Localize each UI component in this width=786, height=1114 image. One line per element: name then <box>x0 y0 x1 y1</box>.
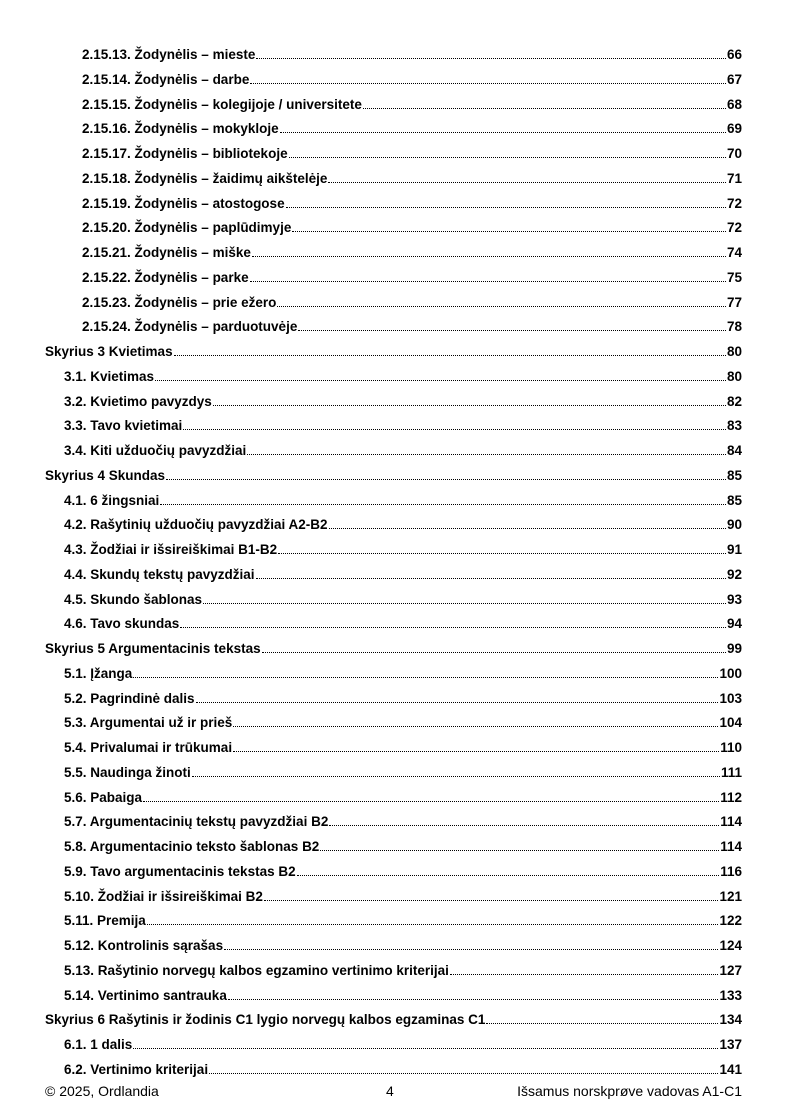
toc-entry[interactable] <box>64 790 742 806</box>
toc-entry-page: 110 <box>720 740 742 755</box>
toc-entry[interactable] <box>82 146 742 162</box>
toc-entry-page: 69 <box>726 121 742 137</box>
toc-entry-page: 82 <box>726 393 742 409</box>
toc-dot-leader <box>277 306 726 307</box>
toc-entry[interactable] <box>64 592 742 608</box>
toc-entry-page: 103 <box>719 690 742 706</box>
toc-dot-leader <box>183 429 726 430</box>
toc-entry-label: Skyrius 4 Skundas <box>45 467 166 483</box>
toc-entry-page: 92 <box>726 566 742 582</box>
toc-entry[interactable] <box>82 196 742 212</box>
toc-entry-label: 5.1. Įžanga <box>64 665 133 681</box>
toc-entry-page: 114 <box>720 814 742 830</box>
toc-entry-label: 3.3. Tavo kvietimai <box>64 418 183 434</box>
toc-entry-page: 71 <box>726 170 742 186</box>
toc-entry[interactable] <box>82 220 742 236</box>
toc-entry-page: 84 <box>726 443 742 458</box>
toc-entry[interactable] <box>64 839 742 855</box>
footer-book-title: Išsamus norskprøve vadovas A1-C1 <box>517 1083 742 1099</box>
toc-entry[interactable] <box>64 418 742 434</box>
toc-dot-leader <box>264 900 719 901</box>
toc-entry-label: 6.2. Vertinimo kriterijai <box>64 1061 209 1077</box>
toc-entry-label: 2.15.17. Žodynėlis – bibliotekoje <box>82 146 288 161</box>
toc-dot-leader <box>363 108 726 109</box>
toc-entry-page: 112 <box>720 789 742 805</box>
toc-dot-leader <box>450 974 719 975</box>
toc-dot-leader <box>256 58 726 59</box>
toc-entry[interactable] <box>64 443 742 459</box>
toc-dot-leader <box>250 83 726 84</box>
toc-entry[interactable] <box>82 47 742 63</box>
toc-entry-page: 91 <box>726 542 742 557</box>
toc-dot-leader <box>203 603 726 604</box>
toc-entry-label: 4.6. Tavo skundas <box>64 616 180 632</box>
toc-entry[interactable] <box>64 814 742 830</box>
toc-dot-leader <box>298 330 726 331</box>
toc-entry[interactable] <box>82 121 742 137</box>
toc-dot-leader <box>174 355 726 356</box>
toc-entry[interactable] <box>64 691 742 707</box>
toc-entry[interactable] <box>64 493 742 509</box>
toc-entry-label: 5.3. Argumentai už ir prieš <box>64 715 233 731</box>
toc-entry-label: 4.1. 6 žingsniai <box>64 492 160 508</box>
toc-entry-label: 3.4. Kiti užduočių pavyzdžiai <box>64 443 247 458</box>
toc-entry-label: 5.14. Vertinimo santrauka <box>64 987 227 1003</box>
toc-entry-page: 80 <box>726 344 742 359</box>
toc-entry-page: 66 <box>726 47 742 62</box>
toc-entry-label: 5.2. Pagrindinė dalis <box>64 690 195 706</box>
toc-entry[interactable] <box>64 567 742 583</box>
toc-dot-leader <box>213 405 726 406</box>
toc-entry-page: 83 <box>726 418 742 434</box>
toc-entry-page: 70 <box>726 146 742 161</box>
toc-entry-page: 93 <box>726 591 742 607</box>
toc-entry[interactable] <box>64 913 742 929</box>
toc-dot-leader <box>278 553 726 554</box>
toc-dot-leader <box>256 578 726 579</box>
toc-entry[interactable] <box>45 1012 742 1028</box>
toc-entry-page: 80 <box>726 368 742 384</box>
toc-entry-label: 2.15.16. Žodynėlis – mokykloje <box>82 121 279 137</box>
toc-entry-label: 2.15.14. Žodynėlis – darbe <box>82 71 250 87</box>
toc-entry-page: 77 <box>726 294 742 310</box>
toc-entry-label: 5.7. Argumentacinių tekstų pavyzdžiai B2 <box>64 814 329 830</box>
toc-dot-leader <box>280 132 726 133</box>
toc-entry-page: 72 <box>726 195 742 211</box>
toc-entry-label: 4.3. Žodžiai ir išsireiškimai B1-B2 <box>64 542 278 557</box>
toc-entry[interactable] <box>82 245 742 261</box>
toc-entry[interactable] <box>64 889 742 905</box>
toc-dot-leader <box>297 875 720 876</box>
toc-entry-page: 133 <box>719 987 742 1003</box>
toc-entry-label: Skyrius 6 Rašytinis ir žodinis C1 lygio norvegų kalbos egzaminas C1 <box>45 1012 486 1028</box>
toc-entry-label: 3.1. Kvietimas <box>64 368 155 384</box>
toc-entry[interactable] <box>82 97 742 113</box>
footer-page-number: 4 <box>386 1083 394 1099</box>
toc-entry-page: 137 <box>719 1037 742 1052</box>
toc-entry-page: 114 <box>720 839 742 854</box>
toc-entry-label: 2.15.20. Žodynėlis – paplūdimyje <box>82 220 292 236</box>
toc-entry-page: 124 <box>719 938 742 953</box>
toc-dot-leader <box>320 850 719 851</box>
toc-entry-page: 94 <box>726 616 742 632</box>
toc-entry[interactable] <box>45 641 742 657</box>
footer-copyright: © 2025, Ordlandia <box>45 1083 159 1099</box>
toc-entry[interactable] <box>64 740 742 756</box>
toc-dot-leader <box>224 949 718 950</box>
toc-entry-page: 72 <box>726 220 742 236</box>
toc-entry-label: 4.4. Skundų tekstų pavyzdžiai <box>64 566 255 582</box>
toc-entry[interactable] <box>64 542 742 558</box>
toc-entry[interactable] <box>64 938 742 954</box>
toc-entry-page: 104 <box>719 715 742 731</box>
toc-entry[interactable] <box>64 616 742 632</box>
toc-entry-page: 90 <box>726 517 742 533</box>
toc-entry-page: 111 <box>720 764 742 780</box>
toc-entry-page: 100 <box>719 665 742 681</box>
toc-entry[interactable] <box>45 344 742 360</box>
toc-entry-label: Skyrius 3 Kvietimas <box>45 344 173 359</box>
toc-entry-page: 127 <box>719 962 742 978</box>
toc-entry[interactable] <box>64 517 742 533</box>
toc-entry[interactable] <box>64 864 742 880</box>
toc-entry-label: 2.15.13. Žodynėlis – mieste <box>82 47 256 62</box>
toc-dot-leader <box>228 999 719 1000</box>
toc-entry[interactable] <box>82 72 742 88</box>
toc-entry-label: 5.8. Argumentacinio teksto šablonas B2 <box>64 839 320 854</box>
toc-entry-label: 2.15.15. Žodynėlis – kolegijoje / universitete <box>82 96 362 112</box>
toc-entry-label: 5.11. Premija <box>64 913 146 929</box>
toc-entry-label: 2.15.22. Žodynėlis – parke <box>82 269 249 285</box>
toc-entry[interactable] <box>82 295 742 311</box>
toc-dot-leader <box>196 702 719 703</box>
toc-entry[interactable] <box>64 715 742 731</box>
toc-dot-leader <box>155 380 726 381</box>
toc-dot-leader <box>292 231 726 232</box>
toc-dot-leader <box>180 627 726 628</box>
toc-entry-label: Skyrius 5 Argumentacinis tekstas <box>45 641 261 656</box>
toc-entry[interactable] <box>64 666 742 682</box>
toc-entry-label: 5.13. Rašytinio norvegų kalbos egzamino vertinimo kriterijai <box>64 962 449 978</box>
toc-entry-label: 2.15.23. Žodynėlis – prie ežero <box>82 294 277 310</box>
toc-entry[interactable] <box>45 468 742 484</box>
toc-entry[interactable] <box>64 1037 742 1053</box>
toc-entry-label: 2.15.21. Žodynėlis – miške <box>82 245 251 260</box>
toc-entry[interactable] <box>82 319 742 335</box>
toc-dot-leader <box>328 182 726 183</box>
toc-entry-page: 68 <box>726 96 742 112</box>
toc-entry-label: 4.5. Skundo šablonas <box>64 591 203 607</box>
toc-dot-leader <box>192 776 720 777</box>
toc-dot-leader <box>329 528 726 529</box>
toc-dot-leader <box>133 1048 718 1049</box>
toc-entry[interactable] <box>82 270 742 286</box>
toc-dot-leader <box>233 751 719 752</box>
toc-entry-label: 6.1. 1 dalis <box>64 1037 133 1052</box>
toc-dot-leader <box>247 454 726 455</box>
toc-entry-page: 75 <box>726 269 742 285</box>
toc-dot-leader <box>286 207 726 208</box>
toc-dot-leader <box>133 677 718 678</box>
toc-entry-page: 78 <box>726 319 742 335</box>
toc-dot-leader <box>233 726 718 727</box>
toc-entry[interactable] <box>64 1062 742 1078</box>
toc-entry-label: 3.2. Kvietimo pavyzdys <box>64 393 212 409</box>
toc-entry-page: 85 <box>726 492 742 508</box>
toc-entry[interactable] <box>64 765 742 781</box>
toc-dot-leader <box>143 801 719 802</box>
toc-entry-page: 85 <box>726 467 742 483</box>
toc-dot-leader <box>147 924 719 925</box>
toc-dot-leader <box>252 256 726 257</box>
toc-entry[interactable] <box>64 369 742 385</box>
toc-entry-page: 74 <box>726 245 742 260</box>
toc-entry[interactable] <box>64 988 742 1004</box>
toc-dot-leader <box>262 652 726 653</box>
toc-entry-label: 5.12. Kontrolinis sąrašas <box>64 938 224 953</box>
toc-entry-page: 121 <box>719 888 742 904</box>
toc-dot-leader <box>166 479 726 480</box>
toc-dot-leader <box>209 1073 718 1074</box>
toc-dot-leader <box>486 1023 718 1024</box>
toc-entry-page: 67 <box>726 71 742 87</box>
page-footer <box>45 1083 742 1101</box>
toc-entry-page: 134 <box>719 1012 742 1028</box>
toc-entry-label: 5.4. Privalumai ir trūkumai <box>64 740 233 755</box>
toc-entry-page: 122 <box>719 913 742 929</box>
toc-entry-label: 2.15.18. Žodynėlis – žaidimų aikštelėje <box>82 170 328 186</box>
toc-entry[interactable] <box>64 963 742 979</box>
toc-dot-leader <box>329 825 719 826</box>
toc-entry-label: 2.15.24. Žodynėlis – parduotuvėje <box>82 319 298 335</box>
toc-entry-page: 99 <box>726 641 742 656</box>
toc-dot-leader <box>250 281 726 282</box>
toc-entry-label: 5.9. Tavo argumentacinis tekstas B2 <box>64 863 296 879</box>
toc-entry-label: 5.6. Pabaiga <box>64 789 143 805</box>
toc-entry-page: 116 <box>720 863 742 879</box>
toc-entry[interactable] <box>64 394 742 410</box>
toc-entry-label: 2.15.19. Žodynėlis – atostogose <box>82 195 285 211</box>
toc-entry-label: 4.2. Rašytinių užduočių pavyzdžiai A2-B2 <box>64 517 328 533</box>
toc-dot-leader <box>289 157 726 158</box>
toc-entry-page: 141 <box>719 1061 742 1077</box>
toc-entry-label: 5.10. Žodžiai ir išsireiškimai B2 <box>64 888 263 904</box>
toc-entry[interactable] <box>82 171 742 187</box>
toc-dot-leader <box>160 504 726 505</box>
toc-entry-label: 5.5. Naudinga žinoti <box>64 764 191 780</box>
